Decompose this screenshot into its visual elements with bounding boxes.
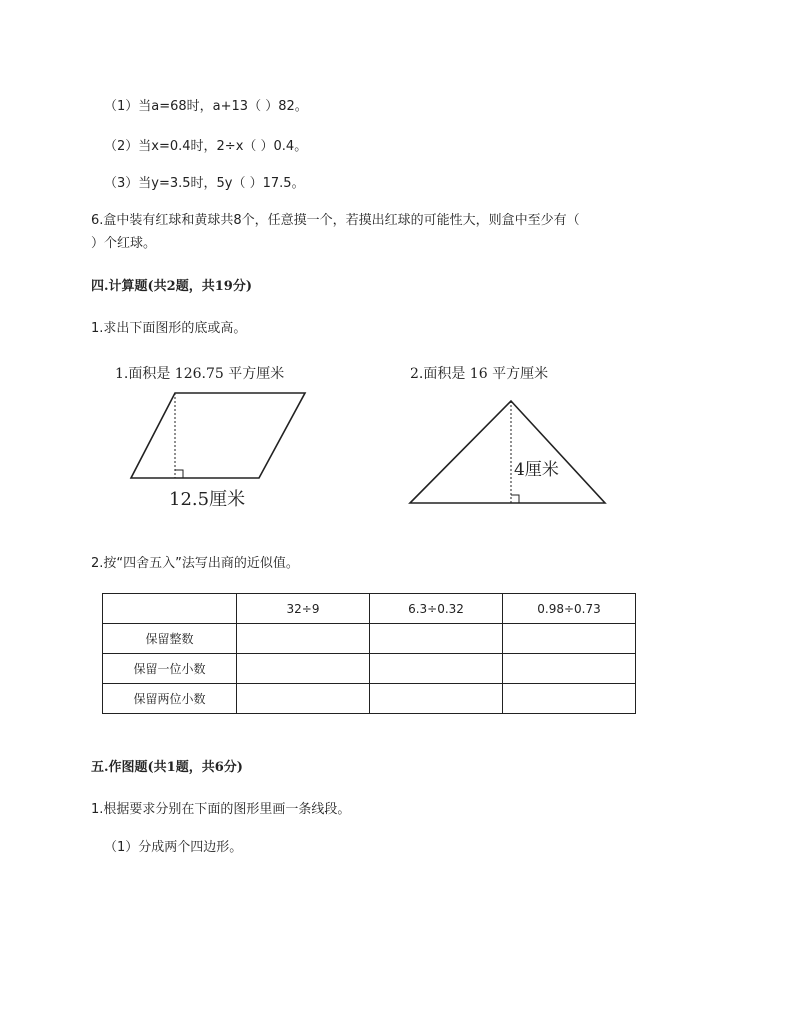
question-6-line1: 6.盒中装有红球和黄球共8个，任意摸一个，若摸出红球的可能性大，则盒中至少有（ [91, 213, 580, 228]
table-header-cell: 32÷9 [237, 594, 370, 624]
answer-cell[interactable] [237, 654, 370, 684]
table-row [103, 684, 636, 714]
answer-cell[interactable] [237, 624, 370, 654]
section-5-question-1: 1.根据要求分别在下面的图形里画一条线段。 [91, 802, 351, 817]
answer-cell[interactable] [503, 654, 636, 684]
table-row [103, 624, 636, 654]
section-4-question-2: 2.按“四舍五入”法写出商的近似值。 [91, 556, 299, 571]
parallelogram-shape [131, 393, 305, 478]
answer-cell[interactable] [370, 684, 503, 714]
answer-cell[interactable] [370, 654, 503, 684]
answer-cell[interactable] [503, 624, 636, 654]
table-header-cell [103, 594, 237, 624]
question-6-line2: ）个红球。 [91, 236, 157, 251]
table-header-row [103, 594, 636, 624]
triangle-figure [400, 395, 615, 515]
section-5-sub-1: （1）分成两个四边形。 [104, 840, 243, 855]
section-5-heading: 五.作图题(共1题，共6分) [91, 760, 243, 775]
right-angle-mark [511, 495, 519, 503]
question-5-2: （2）当x=0.4时，2÷x（ ）0.4。 [104, 139, 308, 154]
approximation-table [102, 593, 636, 714]
figure-2-caption: 2.面积是 16 平方厘米 [410, 366, 549, 382]
table-header-cell: 6.3÷0.32 [370, 594, 503, 624]
section-4-question-1: 1.求出下面图形的底或高。 [91, 321, 247, 336]
answer-cell[interactable] [237, 684, 370, 714]
answer-cell[interactable] [370, 624, 503, 654]
row-label: 保留两位小数 [103, 684, 237, 714]
question-5-1: （1）当a=68时，a+13（ ）82。 [104, 99, 308, 114]
triangle-height-label: 4厘米 [514, 460, 559, 480]
table-header-cell: 0.98÷0.73 [503, 594, 636, 624]
table-row [103, 654, 636, 684]
parallelogram-base-label: 12.5厘米 [169, 489, 246, 510]
row-label: 保留整数 [103, 624, 237, 654]
figure-1-caption: 1.面积是 126.75 平方厘米 [115, 366, 285, 382]
question-5-3: （3）当y=3.5时，5y（ ）17.5。 [104, 176, 305, 191]
parallelogram-figure [125, 388, 315, 513]
answer-cell[interactable] [503, 684, 636, 714]
row-label: 保留一位小数 [103, 654, 237, 684]
triangle-shape [410, 401, 605, 503]
right-angle-mark [175, 470, 183, 478]
section-4-heading: 四.计算题(共2题，共19分) [91, 279, 252, 294]
